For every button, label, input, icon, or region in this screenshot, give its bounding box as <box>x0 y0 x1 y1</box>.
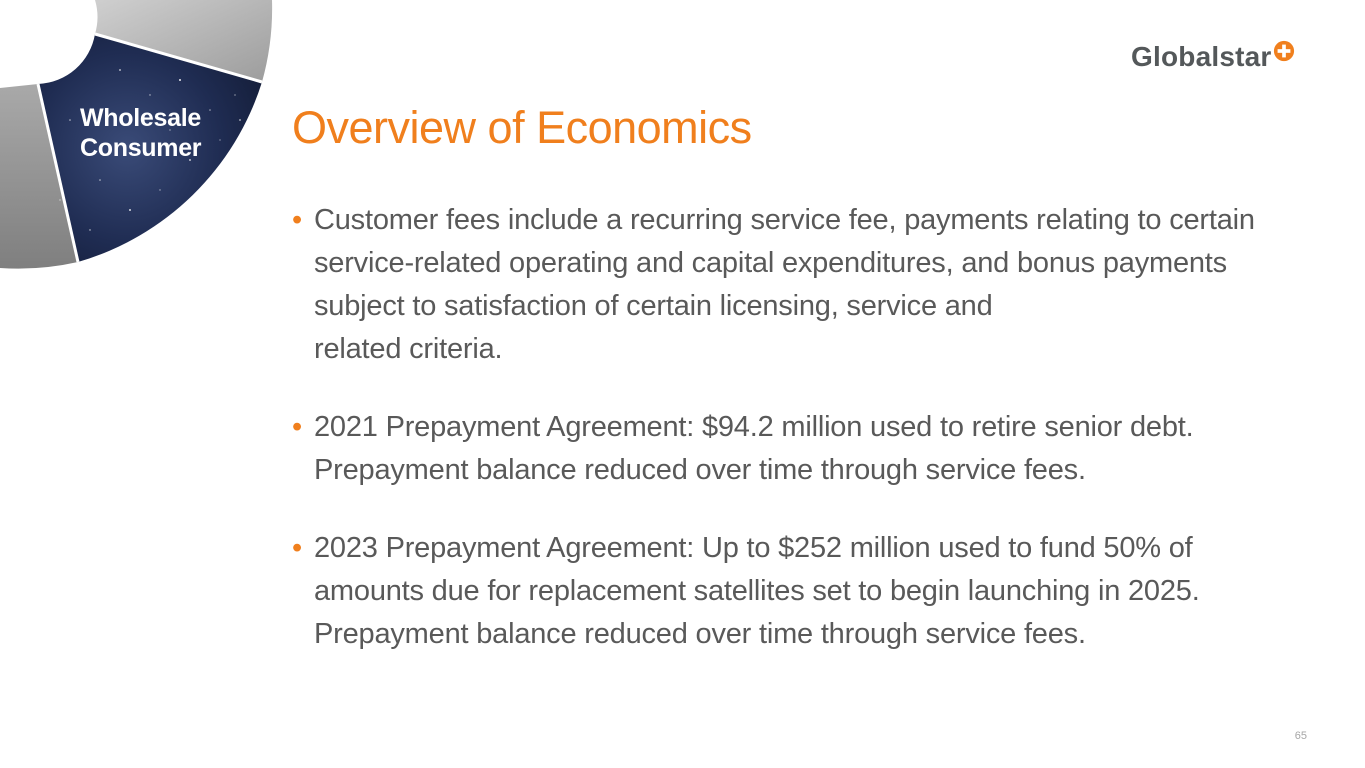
section-label-line-2: Consumer <box>80 134 202 162</box>
bullet-dot-icon: • <box>292 532 302 564</box>
bullet-text <box>314 527 1302 656</box>
bullet-text <box>314 199 1302 371</box>
orange-plus-circle-icon <box>1273 40 1295 62</box>
bullet-dot-icon: • <box>292 204 302 236</box>
page-title: Overview of Economics <box>292 102 752 153</box>
logo-wordmark: Globalstar <box>1131 41 1272 72</box>
bullet-line: 2021 Prepayment Agreement: $94.2 million used to retire senior debt. <box>314 411 1194 443</box>
bullet-line: service-related operating and capital expenditures, and bonus payments <box>314 247 1227 279</box>
bullet-dot-icon: • <box>292 411 302 443</box>
bullet-line: Prepayment balance reduced over time through service fees. <box>314 618 1086 650</box>
bullet-line: related criteria. <box>314 333 503 365</box>
section-label-line-1: Wholesale <box>80 104 201 132</box>
bullet-line: Customer fees include a recurring service fee, payments relating to certain <box>314 204 1255 236</box>
bullet-line: Prepayment balance reduced over time through service fees. <box>314 454 1086 486</box>
bullet-line: 2023 Prepayment Agreement: Up to $252 million used to fund 50% of <box>314 532 1193 564</box>
page-number: 65 <box>1294 730 1307 742</box>
section-label <box>80 103 201 163</box>
bullet-text <box>314 406 1302 492</box>
globalstar-logo <box>1131 40 1295 74</box>
bullet-line: amounts due for replacement satellites set to begin launching in 2025. <box>314 575 1200 607</box>
bullet-item-customer-fees <box>292 199 1302 371</box>
bullet-item-2023-prepayment <box>292 527 1302 656</box>
bullet-list <box>292 199 1302 691</box>
bullet-line: subject to satisfaction of certain licensing, service and <box>314 290 993 322</box>
bullet-item-2021-prepayment <box>292 406 1302 492</box>
